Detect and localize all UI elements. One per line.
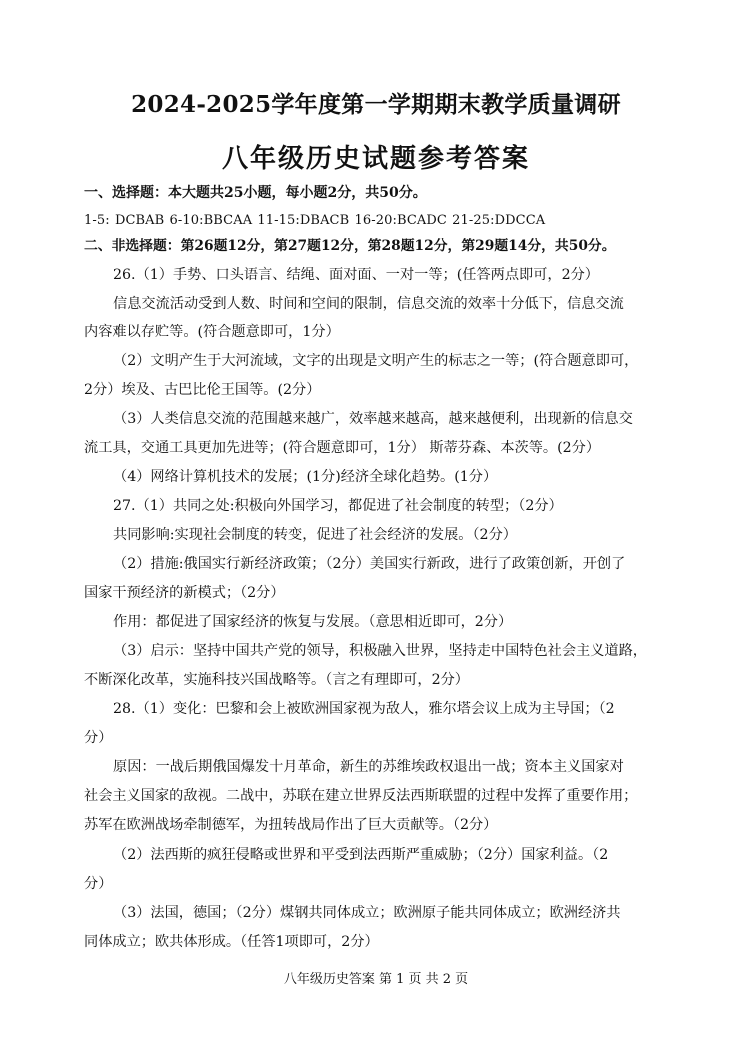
answer-line: （4）网络计算机技术的发展；(1分)经济全球化趋势。(1分） [113, 469, 498, 485]
answer-line: 共同影响:实现社会制度的转变，促进了社会经济的发展。（2分） [113, 527, 517, 543]
answer-line: 2分）埃及、古巴比伦王国等。(2分） [84, 382, 321, 398]
answer-line: （3）人类信息交流的范围越来越广，效率越来越高，越来越便利，出现新的信息交 [113, 411, 633, 427]
answer-line: 同体成立；欧共体形成。（任答1项即可，2分） [84, 934, 379, 950]
section2-heading: 二、非选择题：第26题12分，第27题12分，第28题12分，第29题14分，共50分。 [84, 238, 616, 254]
answer-line: 流工具，交通工具更加先进等；(符合题意即可，1分） 斯蒂芬森、本茨等。(2分） [84, 440, 601, 456]
answer-line: 国家干预经济的新模式；（2分） [84, 585, 285, 601]
answer-line: （3）启示：坚持中国共产党的领导，积极融入世界，坚持走中国特色社会主义道路， [113, 643, 647, 659]
answer-line: 28.（1）变化：巴黎和会上被欧洲国家视为敌人，雅尔塔会议上成为主导国；（2 [113, 701, 615, 717]
answer-line: 不断深化改革，实施科技兴国战略等。（言之有理即可，2分） [84, 672, 469, 688]
answer-line: 原因：一战后期俄国爆发十月革命，新生的苏维埃政权退出一战；资本主义国家对 [113, 759, 624, 775]
answer-line: （2）文明产生于大河流域，文字的出现是文明产生的标志之一等；(符合题意即可， [113, 353, 639, 369]
answer-line: 苏军在欧洲战场牵制德军，为扭转战局作出了巨大贡献等。（2分） [84, 817, 498, 833]
answer-line: 内容难以存贮等。(符合题意即可，1分） [84, 324, 340, 340]
title-exam-name: 2024-2025学年度第一学期期末教学质量调研 [131, 91, 621, 118]
answer-line: 27.（1）共同之处:积极向外国学习，都促进了社会制度的转型；（2分） [113, 498, 563, 514]
title-subject: 八年级历史试题参考答案 [221, 144, 530, 174]
page-footer: 八年级历史答案 第 1 页 共 2 页 [283, 972, 469, 987]
answer-line: 社会主义国家的敌视。二战中，苏联在建立世界反法西斯联盟的过程中发挥了重要作用； [84, 788, 638, 804]
answer-line: （3）法国，德国；（2分）煤钢共同体成立；欧洲原子能共同体成立；欧洲经济共 [113, 905, 621, 921]
answer-line: （2）措施:俄国实行新经济政策；（2分）美国实行新政，进行了政策创新，开创了 [113, 556, 626, 572]
answer-line: 分） [84, 730, 113, 746]
section1-heading: 一、选择题：本大题共25小题，每小题2分，共50分。 [84, 185, 427, 201]
answer-line: 信息交流活动受到人数、时间和空间的限制，信息交流的效率十分低下，信息交流 [113, 296, 624, 312]
answer-line: 26.（1）手势、口头语言、结绳、面对面、一对一等；(任答两点即可，2分） [113, 267, 599, 283]
answer-line: 作用：都促进了国家经济的恢复与发展。（意思相近即可，2分） [113, 614, 513, 630]
answer-line: 分） [84, 876, 113, 892]
multiple-choice-answers: 1-5: DCBAB 6-10:BBCAA 11-15:DBACB 16-20:BCADC 21-25:DDCCA [84, 213, 546, 228]
answer-line: （2）法西斯的疯狂侵略或世界和平受到法西斯严重威胁；（2分）国家利益。（2 [113, 847, 609, 863]
